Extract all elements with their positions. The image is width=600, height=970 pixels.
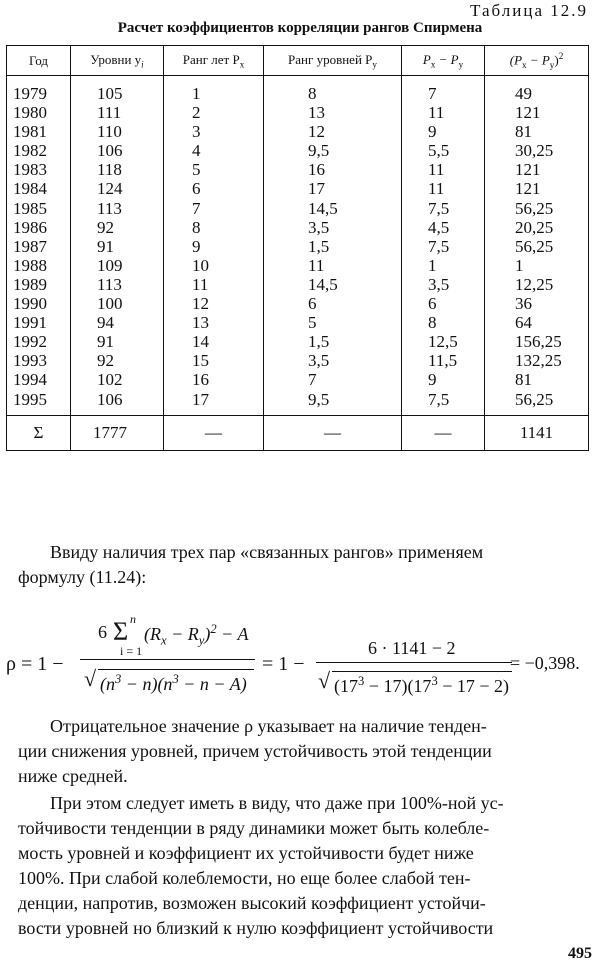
cell-level: 91 — [97, 332, 114, 352]
header-ry-text: Ранг уровней P — [288, 51, 373, 67]
cell-sq: 1 — [515, 255, 524, 275]
num-x: x — [161, 633, 167, 648]
formula-sum-lower: i = 1 — [120, 644, 143, 658]
cell-ry: 14,5 — [308, 274, 338, 294]
table-title: Расчет коэффициентов корреляции рангов Спирмена — [117, 20, 483, 36]
paragraph-3-line: тойчивости тенденции в ряду динамики может быть колеблe- — [18, 818, 490, 838]
cell-year: 1979 — [13, 84, 47, 103]
cell-year: 1995 — [13, 389, 47, 409]
cell-ry: 17 — [308, 179, 325, 199]
formula-denominator-2 — [334, 674, 509, 697]
cell-sq: 56,25 — [515, 389, 554, 409]
header-rank-levels — [264, 46, 402, 76]
den1-a: (n — [100, 674, 115, 694]
cell-diff: 1 — [428, 255, 437, 275]
cell-ry: 1,5 — [308, 332, 330, 352]
cell-sq: 156,25 — [515, 332, 562, 352]
cell-sq: 121 — [515, 179, 541, 199]
cell-sq: 20,25 — [515, 217, 554, 237]
cell-rx: 17 — [192, 389, 209, 409]
cell-ry: 12 — [308, 122, 325, 142]
cell-level: 124 — [97, 179, 123, 199]
data-body-row — [7, 76, 589, 416]
cell-year: 1991 — [13, 313, 47, 333]
cell-sq: 49 — [515, 84, 532, 103]
sqrt-vinculum-1 — [98, 669, 254, 670]
paragraph-3-line: 100%. При слабой колеблемости, но еще более слабой тен- — [18, 868, 471, 888]
cell-level: 118 — [97, 160, 122, 180]
cell-diff: 7 — [428, 84, 437, 103]
paragraph-1-line: формулу (11.24): — [18, 567, 147, 587]
den1-sup2: 3 — [172, 672, 179, 686]
formula-six: 6 — [98, 622, 107, 642]
cell-rx: 1 — [192, 84, 201, 103]
cell-diff: 7,5 — [428, 389, 450, 409]
den1-c: − n − A) — [178, 674, 247, 694]
formula-denominator — [100, 672, 247, 695]
header-year — [7, 46, 71, 76]
num-y: y — [198, 633, 205, 648]
sum-level: 1777 — [71, 415, 164, 450]
formula-numerator — [144, 622, 248, 649]
formula-rho: ρ = 1 − — [6, 653, 64, 675]
cell-year: 1987 — [13, 236, 47, 256]
cell-rx: 13 — [192, 313, 209, 333]
header-sq-sub1: x — [522, 59, 527, 70]
cell-year: 1994 — [13, 370, 47, 390]
cell-level: 102 — [97, 370, 123, 390]
cell-sq: 81 — [515, 122, 532, 142]
header-sq-mid: − P — [526, 52, 550, 68]
cell-diff: 12,5 — [428, 332, 458, 352]
cell-level: 100 — [97, 294, 123, 314]
header-diff-mid: − P — [435, 51, 459, 67]
cell-ry: 8 — [308, 84, 317, 103]
table-caption: Таблица 12.9 — [470, 1, 588, 20]
fraction-bar-1 — [80, 659, 255, 660]
cell-level: 109 — [97, 255, 123, 275]
cell-ry: 11 — [308, 255, 325, 275]
sqrt-sign-1: √ — [84, 666, 97, 691]
paragraph-3-line: вости уровней но близкий к нулю коэффициент устойчивости — [18, 918, 494, 938]
cell-sq: 121 — [515, 103, 541, 123]
cell-level: 106 — [97, 141, 123, 161]
cell-rx: 16 — [192, 370, 209, 390]
cell-diff: 5,5 — [428, 141, 450, 161]
header-ry-sub: y — [372, 59, 377, 70]
rank-diff-column — [402, 76, 485, 416]
cell-ry: 16 — [308, 160, 325, 180]
formula-result: = −0,398. — [510, 653, 580, 673]
den2-a: (17 — [334, 676, 358, 696]
cell-ry: 13 — [308, 103, 325, 123]
cell-level: 94 — [97, 313, 114, 333]
paragraph-2-line: Отрицательное значение ρ указывает на наличие тенден- — [50, 716, 487, 736]
cell-rx: 4 — [192, 141, 201, 161]
cell-ry: 1,5 — [308, 236, 330, 256]
cell-ry: 7 — [308, 370, 317, 390]
cell-sq: 36 — [515, 294, 532, 314]
header-sq-p1: (P — [509, 52, 523, 68]
cell-diff: 11,5 — [428, 351, 458, 371]
cell-rx: 10 — [192, 255, 209, 275]
cell-level: 106 — [97, 389, 123, 409]
cell-diff: 7,5 — [428, 198, 450, 218]
paragraph-3-line: денции, напротив, возможен высокий коэффициент устойчи- — [18, 893, 486, 913]
cell-diff: 3,5 — [428, 274, 450, 294]
den2-sup1: 3 — [358, 674, 365, 688]
paragraph-1 — [18, 540, 586, 590]
num-a: − A — [216, 624, 249, 644]
cell-sq: 56,25 — [515, 236, 554, 256]
cell-year: 1993 — [13, 351, 47, 371]
cell-rx: 9 — [192, 236, 201, 256]
cell-rx: 8 — [192, 217, 201, 237]
header-level-sub: i — [141, 59, 144, 70]
cell-rx: 14 — [192, 332, 209, 352]
sqrt-sign-2: √ — [318, 668, 331, 693]
cell-ry: 9,5 — [308, 141, 330, 161]
header-level — [71, 46, 164, 76]
num-r2: − R — [166, 624, 199, 644]
cell-year: 1989 — [13, 274, 47, 294]
cell-year: 1982 — [13, 141, 47, 161]
cell-diff: 4,5 — [428, 217, 450, 237]
cell-level: 113 — [97, 274, 122, 294]
cell-sq: 132,25 — [515, 351, 562, 371]
cell-sq: 12,25 — [515, 274, 554, 294]
cell-sq: 30,25 — [515, 141, 554, 161]
cell-level: 111 — [97, 103, 122, 123]
cell-ry: 14,5 — [308, 198, 338, 218]
num-close: ) — [204, 624, 211, 644]
paragraph-3-line: При этом следует иметь в виду, что даже при 100%-ной ус- — [50, 793, 504, 813]
den1-b: − n)(n — [121, 674, 173, 694]
header-sq-close: ) — [554, 52, 559, 68]
cell-rx: 11 — [192, 274, 209, 294]
sum-rank-diff-squared: 1141 — [485, 415, 589, 450]
cell-year: 1992 — [13, 332, 47, 352]
cell-year: 1984 — [13, 179, 47, 199]
fraction-bar-2 — [316, 662, 512, 663]
den1-sup1: 3 — [115, 672, 122, 686]
cell-level: 110 — [97, 122, 122, 142]
header-rank-diff — [402, 46, 485, 76]
header-diff-sub1: x — [430, 59, 436, 70]
sum-rank-diff: — — [402, 415, 485, 450]
den2-c: − 17 − 2) — [437, 676, 510, 696]
cell-year: 1983 — [13, 160, 47, 180]
den2-b: − 17)(17 — [364, 676, 432, 696]
formula-sigma: Σ — [113, 617, 129, 646]
sum-rank-years: — — [164, 415, 264, 450]
header-rank-years — [164, 46, 264, 76]
num-sq: 2 — [210, 622, 217, 636]
sum-symbol: Σ — [7, 415, 71, 450]
cell-ry: 3,5 — [308, 217, 330, 237]
cell-rx: 15 — [192, 351, 209, 371]
cell-rx: 6 — [192, 179, 201, 199]
rank-levels-column — [264, 76, 402, 416]
formula-equals-one-minus: = 1 − — [262, 653, 305, 675]
cell-ry: 6 — [308, 294, 317, 314]
cell-rx: 7 — [192, 198, 201, 218]
cell-level: 92 — [97, 217, 114, 237]
cell-diff: 6 — [428, 294, 437, 314]
header-row — [7, 46, 589, 76]
paragraph-2-line: ниже средней. — [18, 766, 128, 786]
cell-diff: 11 — [428, 179, 445, 199]
spearman-table — [6, 45, 589, 451]
cell-level: 105 — [97, 84, 123, 103]
cell-rx: 12 — [192, 294, 209, 314]
cell-diff: 7,5 — [428, 236, 450, 256]
formula-sum-upper: n — [130, 612, 136, 626]
cell-sq: 56,25 — [515, 198, 554, 218]
cell-level: 92 — [97, 351, 114, 371]
level-column — [71, 76, 164, 416]
cell-sq: 64 — [515, 313, 532, 333]
paragraph-2-line: ции снижения уровней, причем устойчивость этой тенденции — [18, 741, 492, 761]
formula-numerator-2: 6 · 1141 − 2 — [368, 638, 456, 658]
cell-rx: 5 — [192, 160, 201, 180]
header-level-text: Уровни y — [90, 51, 142, 67]
header-sq-sup: 2 — [558, 51, 564, 62]
num-r1: (R — [144, 624, 161, 644]
header-sq-sub2: y — [549, 59, 555, 70]
cell-sq: 121 — [515, 160, 541, 180]
header-rx-text: Ранг лет P — [182, 51, 240, 67]
header-diff-sub2: y — [458, 59, 464, 70]
cell-diff: 9 — [428, 122, 437, 142]
header-rx-sub: x — [239, 59, 245, 70]
header-year-text: Год — [28, 52, 49, 68]
header-diff-p1: P — [422, 51, 431, 67]
paragraph-3-line: мость уровней и коэффициент их устойчивости будет ниже — [18, 843, 474, 863]
cell-ry: 9,5 — [308, 389, 330, 409]
cell-ry: 5 — [308, 313, 317, 333]
sum-row — [7, 415, 589, 450]
cell-year: 1985 — [13, 198, 47, 218]
cell-rx: 3 — [192, 122, 201, 142]
cell-year: 1988 — [13, 255, 47, 275]
cell-level: 113 — [97, 198, 122, 218]
cell-year: 1980 — [13, 103, 47, 123]
rank-diff-squared-column — [485, 76, 589, 416]
cell-year: 1986 — [13, 217, 47, 237]
cell-diff: 11 — [428, 103, 445, 123]
cell-diff: 11 — [428, 160, 445, 180]
cell-ry: 3,5 — [308, 351, 330, 371]
spearman-formula — [0, 608, 600, 708]
den2-sup2: 3 — [431, 674, 438, 688]
paragraph-2 — [18, 714, 586, 789]
paragraph-1-line: Ввиду наличия трех пар «связанных рангов» применяем — [50, 542, 484, 562]
sqrt-vinculum-2 — [332, 671, 512, 672]
page-number: 495 — [568, 945, 592, 962]
cell-rx: 2 — [192, 103, 201, 123]
cell-level: 91 — [97, 236, 114, 256]
sum-rank-levels: — — [264, 415, 402, 450]
header-rank-diff-squared — [485, 46, 589, 76]
cell-diff: 9 — [428, 370, 437, 390]
rank-years-column — [164, 76, 264, 416]
paragraph-3 — [18, 791, 586, 941]
cell-diff: 8 — [428, 313, 437, 333]
cell-sq: 81 — [515, 370, 532, 390]
year-column — [7, 76, 71, 416]
cell-year: 1990 — [13, 294, 47, 314]
cell-year: 1981 — [13, 122, 47, 142]
